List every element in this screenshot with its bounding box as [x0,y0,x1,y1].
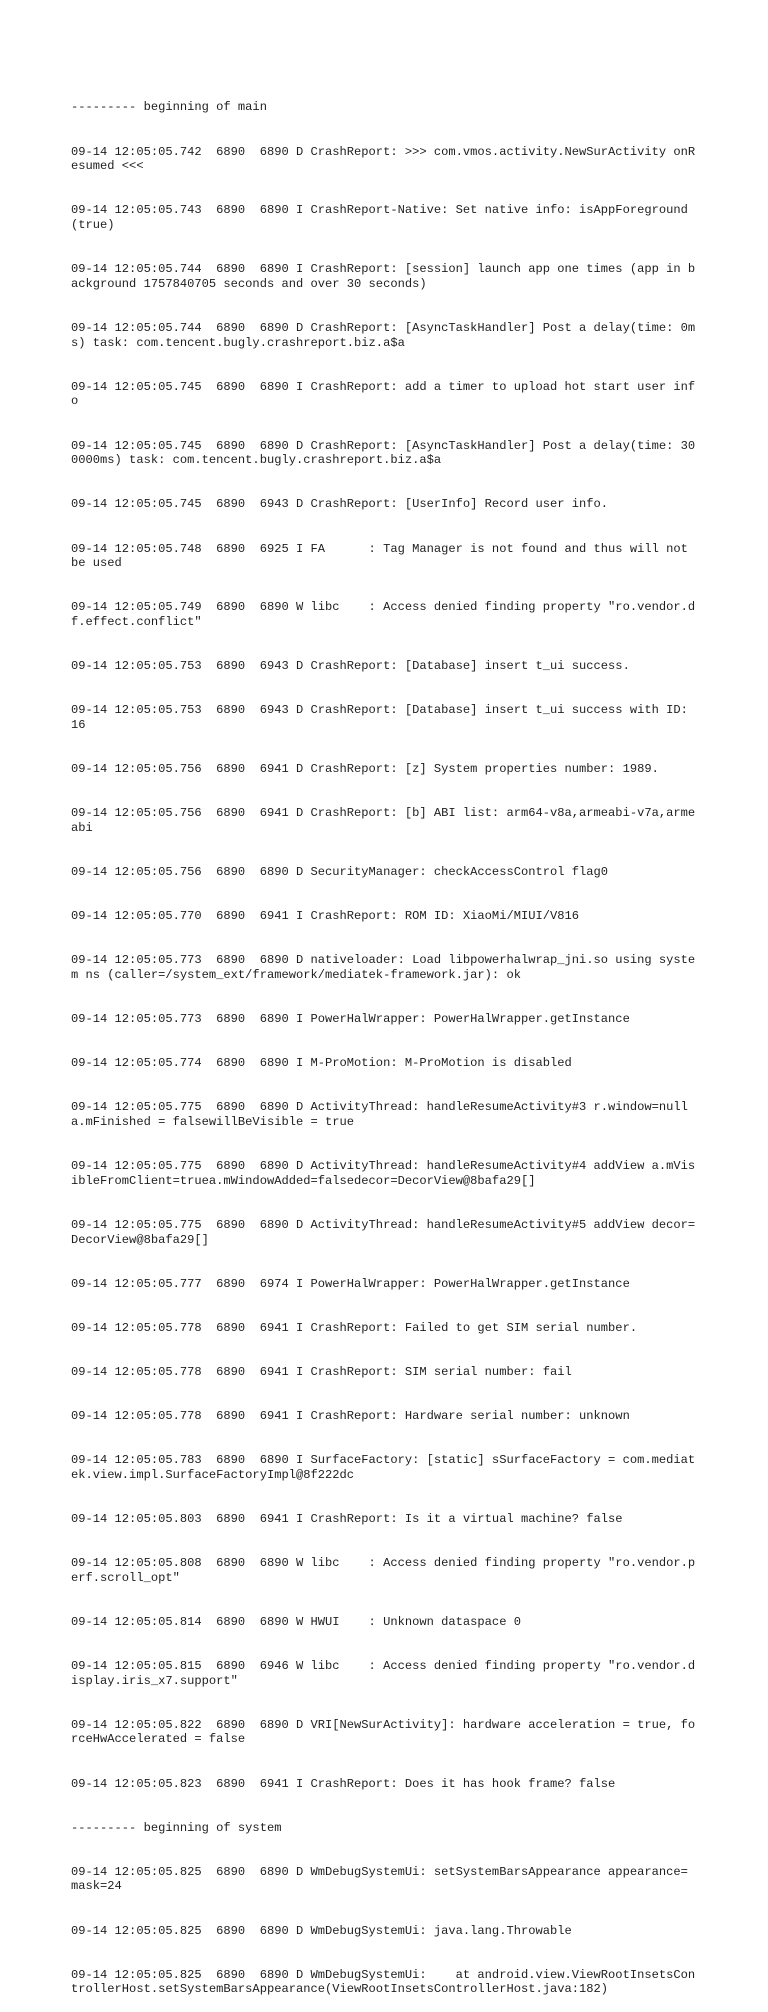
log-line: 09-14 12:05:05.744 6890 6890 D CrashReport: [AsyncTaskHandler] Post a delay(time: 0ms) task: com.tencent.bugly.crashreport.biz.a$a [71,320,696,350]
log-line: 09-14 12:05:05.745 6890 6890 I CrashReport: add a timer to upload hot start user info [71,379,696,409]
log-line: 09-14 12:05:05.783 6890 6890 I SurfaceFactory: [static] sSurfaceFactory = com.mediatek.view.impl.SurfaceFactoryImpl@8f222dc [71,1453,696,1482]
log-line: 09-14 12:05:05.775 6890 6890 D ActivityThread: handleResumeActivity#4 addView a.mVisibleFromClient=truea.mWindowAdded=falsedecor=DecorView@8bafa29[] [71,1159,696,1188]
log-line: 09-14 12:05:05.774 6890 6890 I M-ProMotion: M-ProMotion is disabled [71,1056,572,1071]
log-line: 09-14 12:05:05.778 6890 6941 I CrashReport: SIM serial number: fail [71,1364,572,1379]
log-line: 09-14 12:05:05.743 6890 6890 I CrashReport-Native: Set native info: isAppForeground(true) [71,203,688,233]
log-line: 09-14 12:05:05.777 6890 6974 I PowerHalWrapper: PowerHalWrapper.getInstance [71,1276,630,1291]
log-line: 09-14 12:05:05.823 6890 6941 I CrashReport: Does it has hook frame? false [71,1776,616,1791]
log-line: 09-14 12:05:05.775 6890 6890 D ActivityThread: handleResumeActivity#5 addView decor=DecorView@8bafa29[] [71,1217,696,1247]
log-line: 09-14 12:05:05.814 6890 6890 W HWUI : Unknown dataspace 0 [71,1614,521,1629]
log-line: 09-14 12:05:05.745 6890 6943 D CrashReport: [UserInfo] Record user info. [71,497,609,512]
log-line: 09-14 12:05:05.815 6890 6946 W libc : Access denied finding property "ro.vendor.display.iris_x7.support" [71,1658,696,1688]
log-output [71,71,699,2012]
log-line: 09-14 12:05:05.825 6890 6890 D WmDebugSystemUi: java.lang.Throwable [71,1923,572,1938]
log-line: 09-14 12:05:05.749 6890 6890 W libc : Access denied finding property "ro.vendor.df.effect.conflict" [71,600,696,630]
log-line: 09-14 12:05:05.753 6890 6943 D CrashReport: [Database] insert t_ui success. [71,659,630,674]
log-line: 09-14 12:05:05.825 6890 6890 D WmDebugSystemUi: at android.view.ViewRootInsetsControllerHost.setSystemBarsAppearance(ViewRootInsetsControllerHost.java:182) [71,1967,696,1997]
log-line: 09-14 12:05:05.808 6890 6890 W libc : Access denied finding property "ro.vendor.perf.scroll_opt" [71,1556,696,1585]
log-line: 09-14 12:05:05.778 6890 6941 I CrashReport: Hardware serial number: unknown [71,1408,630,1423]
log-line: 09-14 12:05:05.753 6890 6943 D CrashReport: [Database] insert t_ui success with ID: 16 [71,703,696,732]
log-line: 09-14 12:05:05.744 6890 6890 I CrashReport: [session] launch app one times (app in background 1757840705 seconds and over 30 seconds) [71,262,696,291]
log-line: 09-14 12:05:05.773 6890 6890 D nativeloader: Load libpowerhalwrap_jni.so using system ns (caller=/system_ext/framework/mediatek-framework.jar): ok [71,953,696,982]
log-line: --------- beginning of main [71,100,267,115]
log-line: 09-14 12:05:05.778 6890 6941 I CrashReport: Failed to get SIM serial number. [71,1320,638,1335]
log-line: 09-14 12:05:05.773 6890 6890 I PowerHalWrapper: PowerHalWrapper.getInstance [71,1012,630,1026]
log-line: 09-14 12:05:05.822 6890 6890 D VRI[NewSurActivity]: hardware acceleration = true, forceHwAccelerated = false [71,1717,696,1747]
log-line: 09-14 12:05:05.756 6890 6941 D CrashReport: [z] System properties number: 1989. [71,762,659,777]
log-line: --------- beginning of system [71,1820,282,1835]
log-line: 09-14 12:05:05.756 6890 6890 D SecurityManager: checkAccessControl flag0 [71,864,609,879]
log-line: 09-14 12:05:05.770 6890 6941 I CrashReport: ROM ID: XiaoMi/MIUI/V816 [71,909,580,924]
log-line: 09-14 12:05:05.825 6890 6890 D WmDebugSystemUi: setSystemBarsAppearance appearance= mask=24 [71,1864,696,1894]
log-line: 09-14 12:05:05.803 6890 6941 I CrashReport: Is it a virtual machine? false [71,1511,623,1526]
log-line: 09-14 12:05:05.745 6890 6890 D CrashReport: [AsyncTaskHandler] Post a delay(time: 300000ms) task: com.tencent.bugly.crashreport.biz.a$a [71,438,696,468]
log-line: 09-14 12:05:05.756 6890 6941 D CrashReport: [b] ABI list: arm64-v8a,armeabi-v7a,armeabi [71,806,696,835]
log-line: 09-14 12:05:05.748 6890 6925 I FA : Tag Manager is not found and thus will not be used [71,541,696,571]
log-line: 09-14 12:05:05.775 6890 6890 D ActivityThread: handleResumeActivity#3 r.window=nulla.mFinished = falsewillBeVisible = true [71,1100,688,1129]
log-line: 09-14 12:05:05.742 6890 6890 D CrashReport: >>> com.vmos.activity.NewSurActivity onResumed <<< [71,144,696,174]
